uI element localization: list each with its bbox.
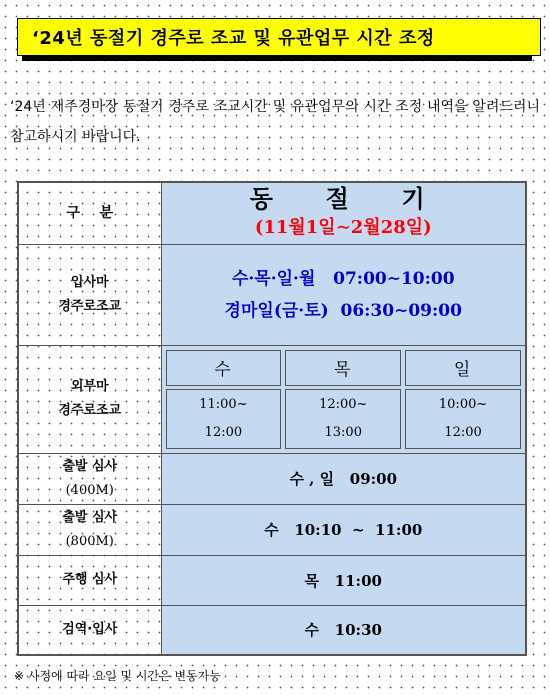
- page-title: ‘24년 동절기 경주로 조교 및 유관업무 시간 조정: [17, 18, 541, 56]
- external-horse-label-line2: 경주로조교: [58, 403, 122, 418]
- running-label: 주행 심사: [18, 555, 161, 605]
- header-row: [18, 182, 526, 244]
- running-value: 목 11:00: [161, 555, 526, 605]
- start-400-value: 수 , 일 09:00: [161, 453, 526, 504]
- start-800-row: [18, 504, 526, 555]
- start-800-label: 출발 심사 (800M): [18, 504, 161, 555]
- external-horse-label-line1: 외부마: [70, 379, 109, 394]
- header-label: 구 분: [18, 182, 161, 244]
- internal-horse-label-line2: 경주로조교: [58, 298, 122, 314]
- external-horse-label: [18, 345, 161, 453]
- start-400-row: [18, 453, 526, 504]
- season-title: 동 절 기: [249, 185, 437, 214]
- quarantine-label: 검역·입사: [18, 605, 161, 655]
- day-thu: 목: [285, 350, 401, 386]
- quarantine-row: [18, 605, 526, 655]
- day-wed: 수: [166, 350, 282, 386]
- running-row: [18, 555, 526, 605]
- time-thu: 12:00~ 13:00: [285, 389, 401, 449]
- intro-paragraph: ‘24년 제주경마장 동절기 경주로 조교시간 및 유관업무의 시간 조정 내역을 알려드리니 참고하시기 바랍니다.: [10, 99, 540, 145]
- internal-horse-label-line1: 입사마: [70, 274, 109, 290]
- time-wed: 11:00~ 12:00: [166, 389, 282, 449]
- start-400-label: 출발 심사 (400M): [18, 453, 161, 504]
- internal-weekday-times: 수·목·일·월 07:00∼10:00: [231, 268, 455, 289]
- internal-horse-times: [161, 244, 526, 345]
- external-day-grid: [162, 347, 526, 452]
- external-horse-schedule: [161, 345, 526, 453]
- quarantine-value: 수 10:30: [161, 605, 526, 655]
- schedule-table: [17, 181, 527, 656]
- footnote: ※ 사정에 따라 요일 및 시간은 변동가능: [14, 669, 221, 683]
- day-sun: 일: [405, 350, 521, 386]
- title-box: [17, 18, 533, 62]
- internal-horse-row: [18, 244, 526, 345]
- internal-raceday-times: 경마일(금·토) 06:30∼09:00: [224, 300, 462, 321]
- season-range: (11월1일∼2월28일): [254, 217, 432, 239]
- season-header-cell: [161, 182, 526, 244]
- time-sun: 10:00~ 12:00: [405, 389, 521, 449]
- internal-horse-label: [18, 244, 161, 345]
- external-horse-row: [18, 345, 526, 453]
- start-800-value: 수 10:10 ~ 11:00: [161, 504, 526, 555]
